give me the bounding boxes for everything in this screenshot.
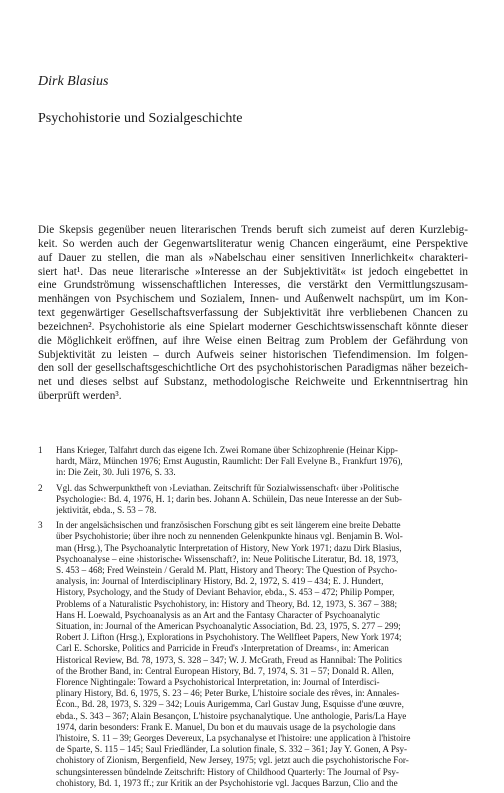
footnote-line: Hans H. Loewald, Psychoanalysis as an Art and the Fantasy Character of Psychoanalytic xyxy=(56,609,380,620)
body-line: den soll der gesellschaftsgeschichtliche Ort des psychohistorischen Paradigmas näher bezeich- xyxy=(38,362,468,375)
body-line: text gegenwärtiger Gesellschaftsverfassung der Subjektivität ihre verbliebenen Chancen zu xyxy=(38,307,468,320)
body-text xyxy=(38,224,468,404)
footnote-line: S. 453 – 468; Fred Weinstein / Gerald M. Platt, History and Theory: The Question of Psycho- xyxy=(56,565,398,576)
footnote-line: Psychologie‹: Bd. 4, 1976, H. 1; darin bes. Johann A. Schülein, Das neue Interesse an der Sub- xyxy=(56,493,402,504)
body-line: Subjektivität zu leisten – durch Aufweis seiner historischen Tiefendimension. Im folgen- xyxy=(38,348,468,361)
footnote-line: über Psychohistorie; über ihre noch zu nennenden Gelenkpunkte hinaus vgl. Benjamin B. Wol- xyxy=(56,531,403,542)
footnote-line: Carl E. Schorske, Politics and Parricide in Freud's ›Interpretation of Dreams‹, in: American xyxy=(56,643,389,654)
footnote-line: in: Die Zeit, 30. Juli 1976, S. 33. xyxy=(56,467,176,478)
footnote-line: Problems of a Naturalistic Psychohistory, in: History and Theory, Bd. 12, 1973, S. 367 – 388; xyxy=(56,598,398,609)
body-line: bezeichnen². Psychohistorie als eine Spielart moderner Geschichtswissenschaft könnte dieser xyxy=(38,320,468,333)
body-line: auf Dauer zu stellen, die man als »Nabelschau einer sensitiven Innerlichkeit« charakteri- xyxy=(38,251,468,264)
footnote-line: Florence Nightingale: Toward a Psychohistorical Interpretation, in: Journal of Interdisci- xyxy=(56,677,380,688)
footnotes xyxy=(38,445,468,793)
footnote-line: chohistory of Zionism, Bergenfield, New Jersey, 1975; vgl. jetzt auch die psychohistorische For- xyxy=(56,755,409,766)
footnote-line: chohistory, Bd. 1, 1973 ff.; zur Kritik an der Psychohistorie vgl. Jacques Barzun, Clio and the xyxy=(56,777,398,788)
body-line: keit. So werden auch der Gegenwartsliteratur wenig Chancen eingeräumt, eine Perspektive xyxy=(38,237,468,250)
footnote-line: l'histoire, S. 11 – 39; Georges Devereux, La psychanalyse et l'histoire: une application à l'histoire xyxy=(56,733,411,744)
footnote-line: Historical Review, Bd. 78, 1973, S. 328 – 347; W. J. McGrath, Freud as Hannibal: The Politics xyxy=(56,654,402,665)
footnote-line: de Sparte, S. 115 – 145; Saul Friedländer, La solution finale, S. 332 – 361; Jay Y. Gonen, A Psy- xyxy=(56,744,408,755)
footnote-line: In der angelsächsischen und französischen Forschung gibt es seit längerem eine breite Debatte xyxy=(56,520,401,531)
footnote-line: History, Psychology, and the Study of Deviant Behavior, ebda., S. 453 – 472; Philip Pomper, xyxy=(56,587,395,598)
footnote xyxy=(38,483,468,517)
body-line: eine Grundströmung wissenschaftlichen Interesses, die verstärkt den Vermittlungszusam- xyxy=(38,279,468,292)
footnote-line: Robert J. Lifton (Hrsg.), Explorations in Psychohistory. The Wellfleet Papers, New York 1974; xyxy=(56,632,402,643)
article-title: Psychohistorie und Sozialgeschichte xyxy=(38,111,243,126)
footnote-line: Vgl. das Schwerpunktheft von ›Leviathan. Zeitschrift für Sozialwissenschaft‹ über ›Politische xyxy=(56,482,399,493)
footnote-number: 2 xyxy=(38,482,43,493)
footnote xyxy=(38,520,468,789)
footnote-line: hardt, März, München 1976; Ernst Augustin, Raumlicht: Der Fall Evelyne B., Frankfurt 1976), xyxy=(56,456,403,467)
footnote-line: plinary History, Bd. 6, 1975, S. 23 – 46; Peter Burke, L'histoire sociale des rêves, in: Annales- xyxy=(56,688,400,699)
author-name: Dirk Blasius xyxy=(38,74,109,89)
body-line: siert hat¹. Das neue literarische »Interesse an der Subjektivität« ist jedoch eingebettet in xyxy=(38,265,468,278)
body-line: net und dieses selbst auf Substanz, methodologische Reichweite und Erkenntnisertrag hin xyxy=(38,376,468,389)
footnote xyxy=(38,445,468,479)
footnote-line: schungsinteressen bündelnde Zeitschrift: History of Childhood Quarterly: The Journal of Psy- xyxy=(56,766,399,777)
footnote-line: Situation, in: Journal of the American Psychoanalytic Association, Bd. 23, 1975, S. 277 – 299; xyxy=(56,621,401,632)
body-line: überprüft werden³. xyxy=(38,390,122,403)
footnote-line: of the Brother Band, in: Central European History, Bd. 7, 1974, S. 31 – 57; Donald R. Allen, xyxy=(56,665,394,676)
footnote-line: analysis, in: Journal of Interdisciplinary History, Bd. 2, 1972, S. 419 – 434; E. J. Hundert, xyxy=(56,576,384,587)
body-line: menhängen von Psychischem und Sozialem, Innen- und Außenwelt nachspürt, um im Kon- xyxy=(38,293,468,306)
footnote-line: Écon., Bd. 28, 1973, S. 329 – 342; Louis Aurigemma, Carl Gustav Jung, Esquisse d'une œuvre, xyxy=(56,699,404,710)
footnote-line: jektivität, ebda., S. 53 – 78. xyxy=(56,505,157,516)
footnote-number: 1 xyxy=(38,445,43,455)
body-line: Die Skepsis gegenüber neuen literarischen Trends beruft sich zumeist auf deren Kurzlebig- xyxy=(38,224,468,236)
footnote-line: Psychoanalyse – eine ›historische‹ Wissenschaft?, in: Neue Politische Literatur, Bd. 18, 1973, xyxy=(56,553,399,564)
body-line: die Möglichkeit eröffnen, auf ihre Weise einen Beitrag zum Problem der Gefährdung von xyxy=(38,334,468,347)
footnote-line: man (Hrsg.), The Psychoanalytic Interpretation of History, New York 1971; dazu Dirk Blasius, xyxy=(56,542,402,553)
footnote-number: 3 xyxy=(38,520,43,531)
footnote-line: ebda., S. 343 – 367; Alain Besançon, L'histoire psychanalytique. Une anthologie, Paris/La Haye xyxy=(56,710,407,721)
footnote-line: 1974, darin besonders: Frank E. Manuel, Du bon et du mauvais usage de la psychologie dans xyxy=(56,721,396,732)
footnote-line: Hans Krieger, Talfahrt durch das eigene Ich. Zwei Romane über Schizophrenie (Heinar Kipp- xyxy=(56,445,398,455)
